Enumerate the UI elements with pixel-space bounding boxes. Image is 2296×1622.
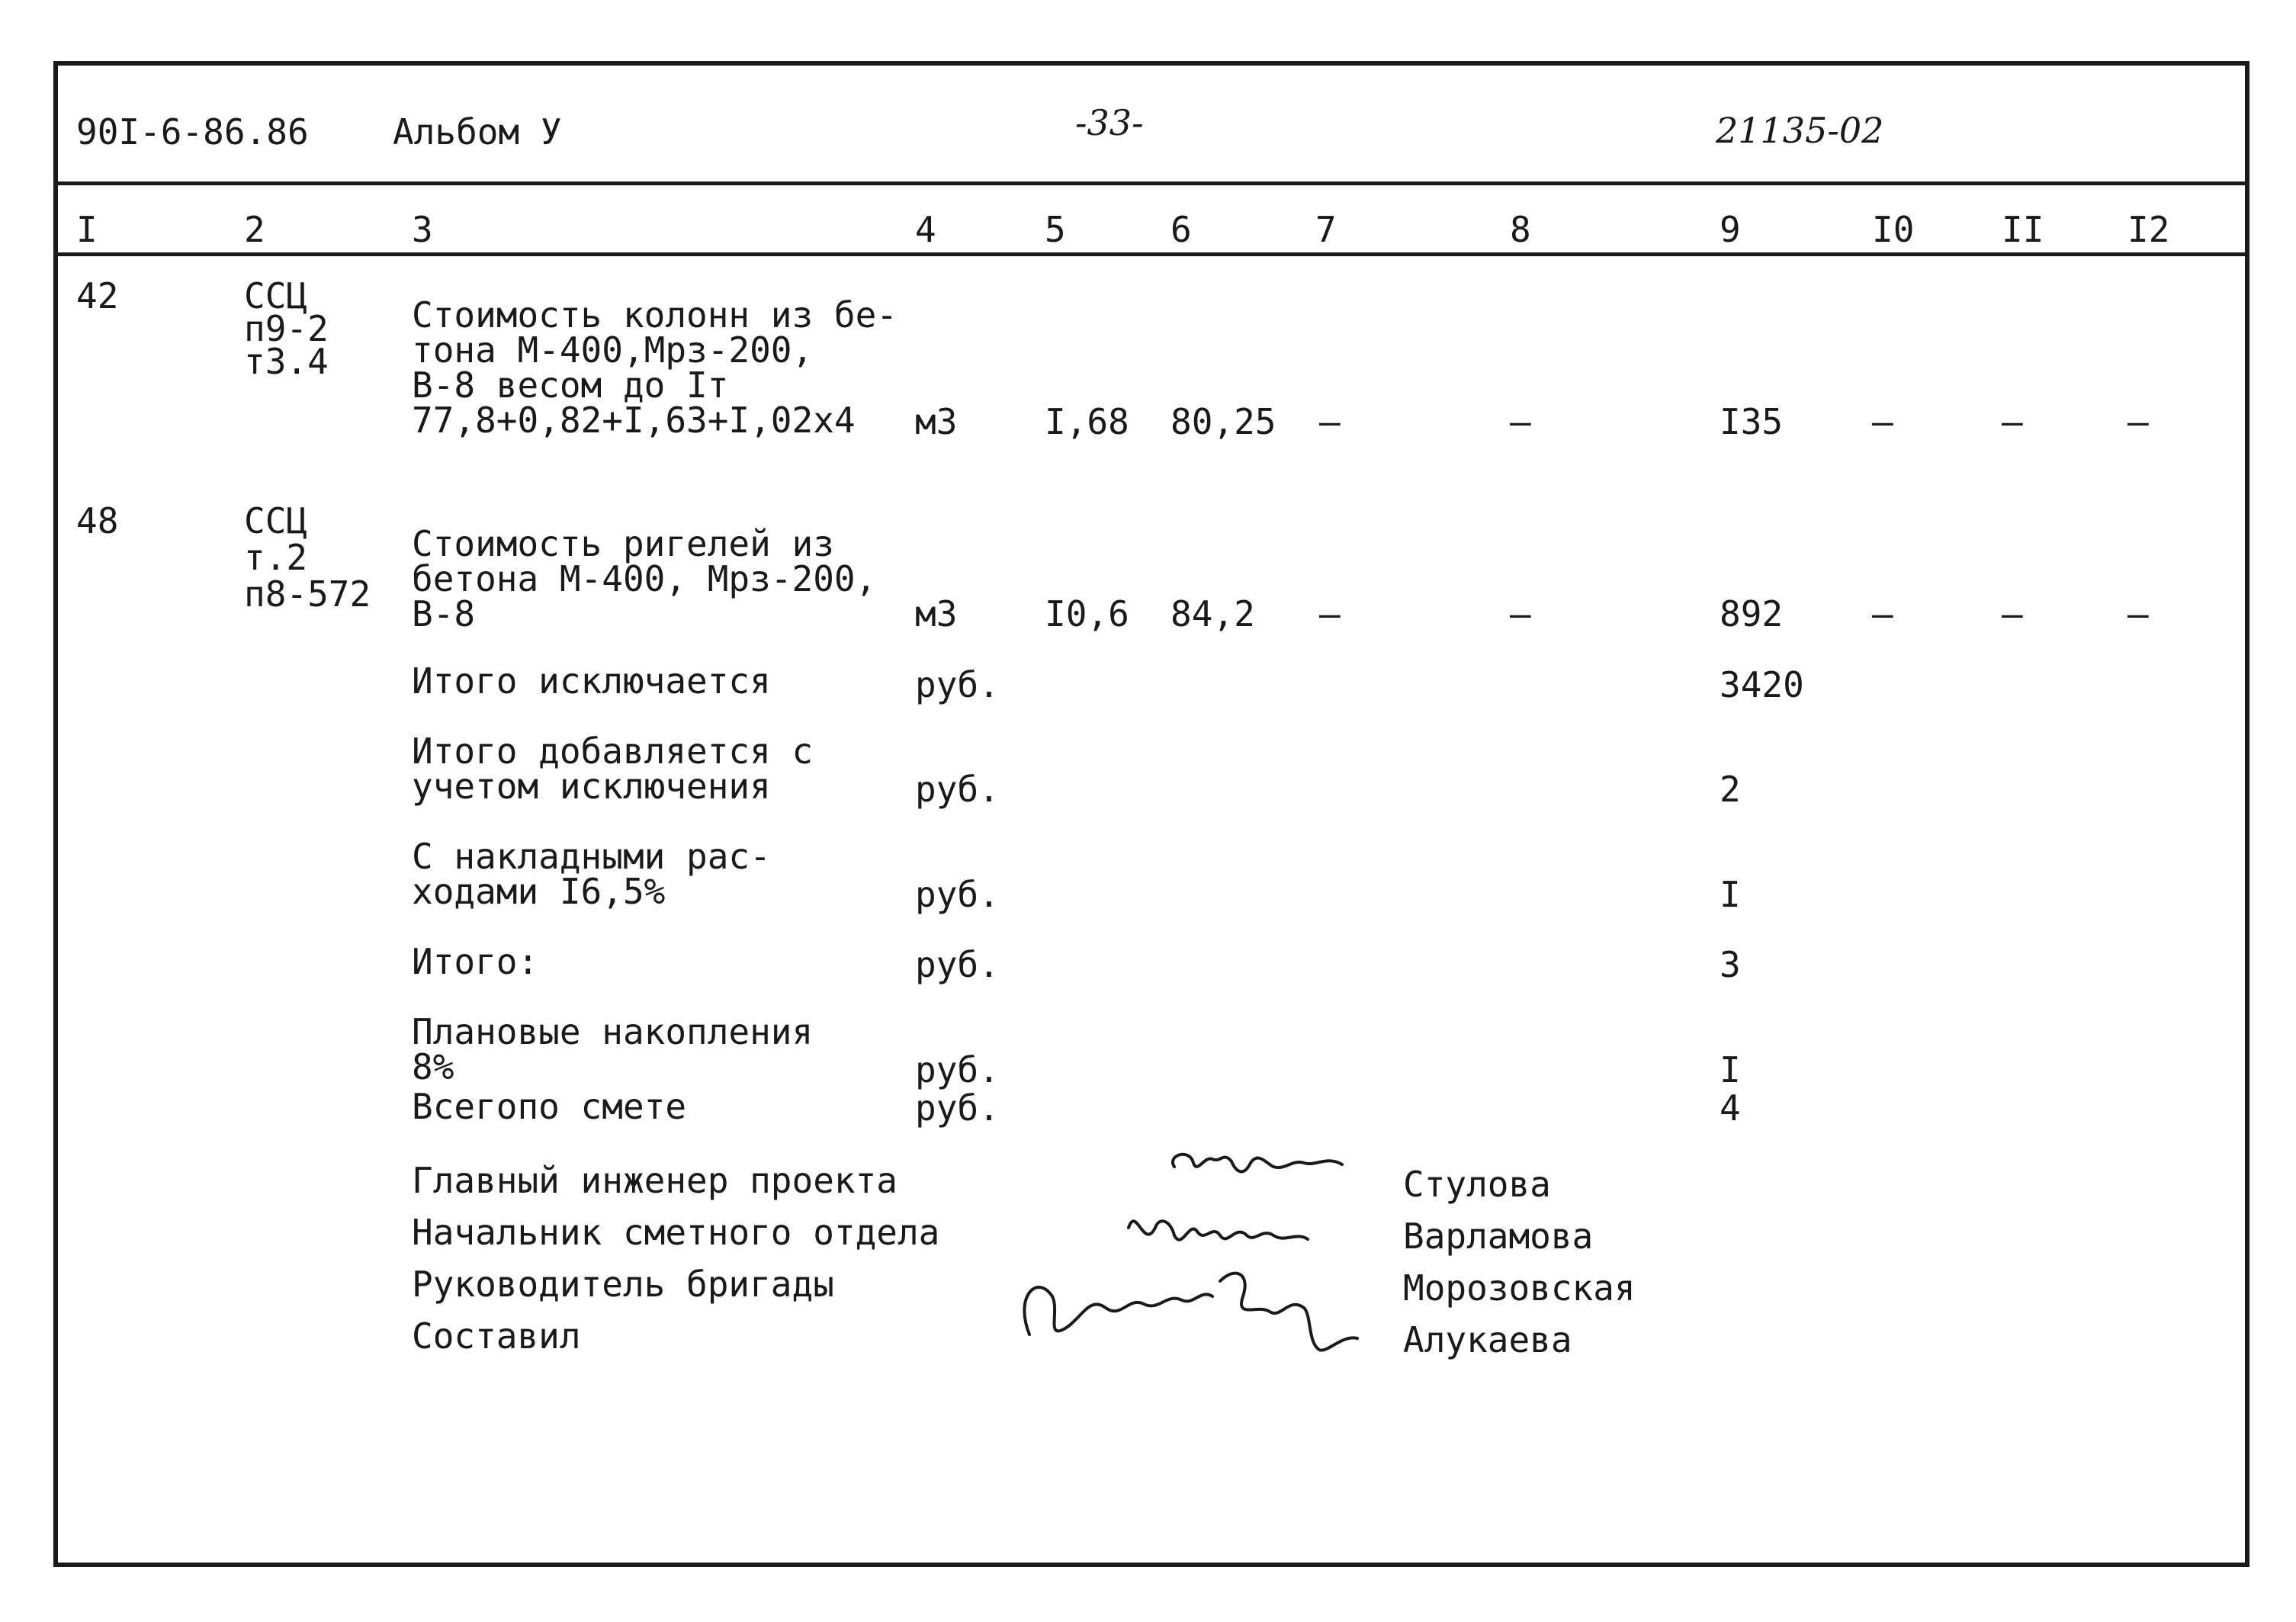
handwritten-signature [1007, 1251, 1388, 1373]
unit-cell: м3 [915, 593, 958, 634]
column-number: I [76, 209, 98, 250]
album-label: Альбом У [393, 111, 562, 153]
item-name-line: В-8 весом до Iт [412, 365, 729, 406]
quantity-cell: I,68 [1045, 401, 1129, 442]
signature-role: Составил [412, 1315, 581, 1357]
col10-cell: – [1872, 593, 1893, 634]
header-divider [58, 181, 2245, 185]
item-name-line: Стоимость ригелей из [412, 523, 834, 564]
col12-cell: – [2127, 593, 2149, 634]
basis-line: т3.4 [244, 341, 329, 382]
column-number: I0 [1872, 209, 1915, 250]
basis-line: т.2 [244, 537, 308, 578]
summary-label: С накладными рас- [412, 836, 771, 877]
summary-unit: руб. [915, 1049, 1000, 1090]
col8-cell: – [1510, 593, 1531, 634]
basis-line: п8-572 [244, 573, 371, 615]
signature-role: Главный инженер проекта [412, 1160, 898, 1201]
summary-label: 8% [412, 1046, 454, 1087]
item-name-line: тона М-400,Мрз-200, [412, 329, 814, 371]
col7-cell: – [1319, 401, 1341, 442]
summary-total: 3 [1720, 944, 1741, 985]
column-number: 9 [1720, 209, 1741, 250]
column-header-divider [58, 252, 2245, 256]
summary-total: 2 [1720, 769, 1741, 810]
column-number: 4 [915, 209, 936, 250]
basis-line: п9-2 [244, 308, 329, 349]
column-number: 2 [244, 209, 265, 250]
total-cell: 892 [1720, 593, 1784, 634]
row-number: 42 [76, 275, 119, 316]
column-number: 7 [1315, 209, 1337, 250]
item-name-line: бетона М-400, Мрз-200, [412, 558, 877, 599]
item-name-line: Стоимость колонн из бе- [412, 294, 898, 336]
order-number: 21135-02 [1716, 110, 1884, 151]
page-number: -33- [1075, 102, 1144, 143]
column-number: I2 [2127, 209, 2170, 250]
summary-label: Итого исключается [412, 660, 771, 702]
item-name-line: 77,8+0,82+I,63+I,02x4 [412, 400, 856, 441]
signature-role: Начальник сметного отдела [412, 1212, 940, 1253]
summary-unit: руб. [915, 769, 1000, 810]
row-number: 48 [76, 500, 119, 541]
col10-cell: – [1872, 401, 1893, 442]
price-cell: 80,25 [1170, 401, 1276, 442]
summary-label: Всегопо смете [412, 1086, 687, 1127]
item-name-line: В-8 [412, 593, 476, 634]
signatory-name: Варламова [1403, 1216, 1594, 1257]
column-number: 5 [1045, 209, 1066, 250]
summary-unit: руб. [915, 944, 1000, 985]
price-cell: 84,2 [1170, 593, 1255, 634]
column-number: II [2002, 209, 2044, 250]
col11-cell: – [2002, 401, 2023, 442]
basis-line: ССЦ [244, 500, 308, 541]
summary-label: Плановые накопления [412, 1011, 814, 1052]
signatory-name: Морозовская [1403, 1267, 1636, 1309]
summary-total: 3420 [1720, 664, 1804, 705]
signatory-name: Стулова [1403, 1164, 1551, 1205]
summary-unit: руб. [915, 874, 1000, 915]
summary-label: Итого добавляется с [412, 731, 814, 772]
col11-cell: – [2002, 593, 2023, 634]
column-number: 3 [412, 209, 433, 250]
unit-cell: м3 [915, 401, 958, 442]
summary-unit: руб. [915, 664, 1000, 705]
summary-label: учетом исключения [412, 766, 771, 807]
signatory-name: Алукаева [1403, 1319, 1572, 1360]
summary-label: Итого: [412, 941, 539, 982]
summary-label: ходами I6,5% [412, 871, 666, 912]
col8-cell: – [1510, 401, 1531, 442]
summary-total: I [1720, 1049, 1741, 1090]
summary-total: 4 [1720, 1087, 1741, 1129]
basis-line: ССЦ [244, 275, 308, 316]
summary-total: I [1720, 874, 1741, 915]
column-number: 8 [1510, 209, 1531, 250]
column-number: 6 [1170, 209, 1192, 250]
summary-unit: руб. [915, 1087, 1000, 1129]
quantity-cell: I0,6 [1045, 593, 1129, 634]
col12-cell: – [2127, 401, 2149, 442]
col7-cell: – [1319, 593, 1341, 634]
document-code: 90I-6-86.86 [76, 111, 309, 153]
signature-role: Руководитель бригады [412, 1264, 834, 1305]
total-cell: I35 [1720, 401, 1784, 442]
handwritten-signature [1159, 1132, 1357, 1193]
